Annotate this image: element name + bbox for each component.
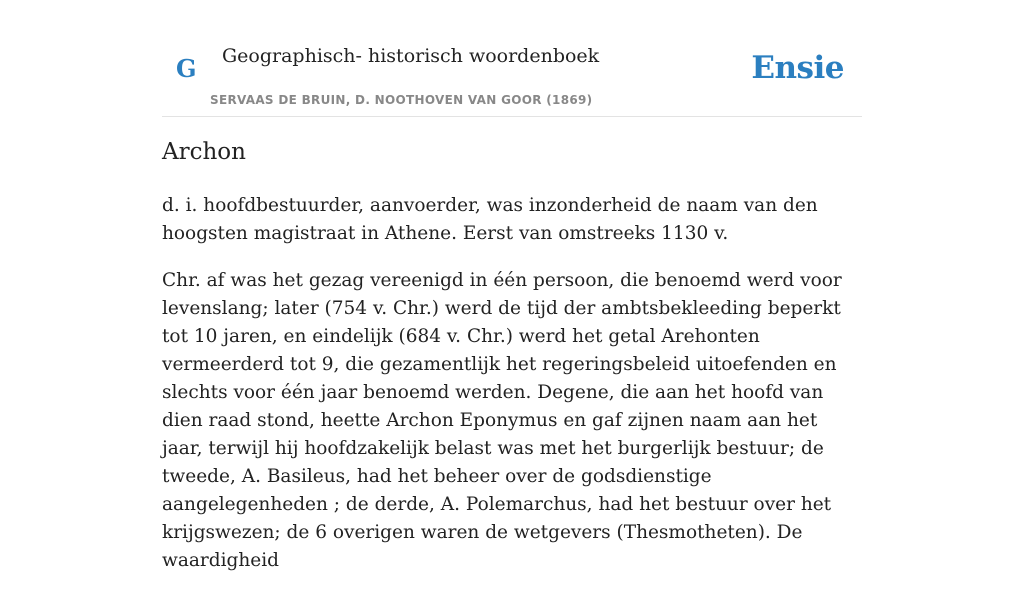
entry-paragraph: d. i. hoofdbestuurder, aanvoerder, was inzonderheid de naam van den hoogsten magistraat in Athene. Eerst van omstreeks 1130 v. — [162, 195, 818, 244]
entry-paragraph: Chr. af was het gezag vereenigd in één persoon, die benoemd werd voor levenslang; later (754 v. Chr.) werd de tijd der ambtsbekleeding beperkt tot 10 jaren, en eindelijk (684 v. Chr.) werd het getal Arehonten vermeerderd tot 9, die gezamentlijk het regeringsbeleid uitoefenden en slechts voor één jaar benoemd werden. Degene, die aan het hoofd van dien raad stond, heette Archon Eponymus en gaf zijnen naam aan het jaar, terwijl hij hoofdzakelijk belast was met het burgerlijk bestuur; de tweede, A. Basileus, had het beheer over de godsdienstige aangelegenheden ; de derde, A. Polemarchus, had het bestuur over het krijgswezen; de 6 overigen waren de wetgevers (Thesmotheten). De waardigheid — [162, 270, 842, 571]
book-authors-year: SERVAAS DE BRUIN, D. NOOTHOVEN VAN GOOR (1869) — [210, 93, 593, 107]
book-logo[interactable]: G — [176, 54, 197, 83]
entry-body — [162, 192, 862, 594]
page-header — [162, 0, 862, 117]
entry-title: Archon — [162, 139, 246, 165]
site-logo[interactable]: Ensie — [751, 50, 844, 86]
book-title[interactable]: Geographisch- historisch woordenboek — [222, 45, 600, 67]
